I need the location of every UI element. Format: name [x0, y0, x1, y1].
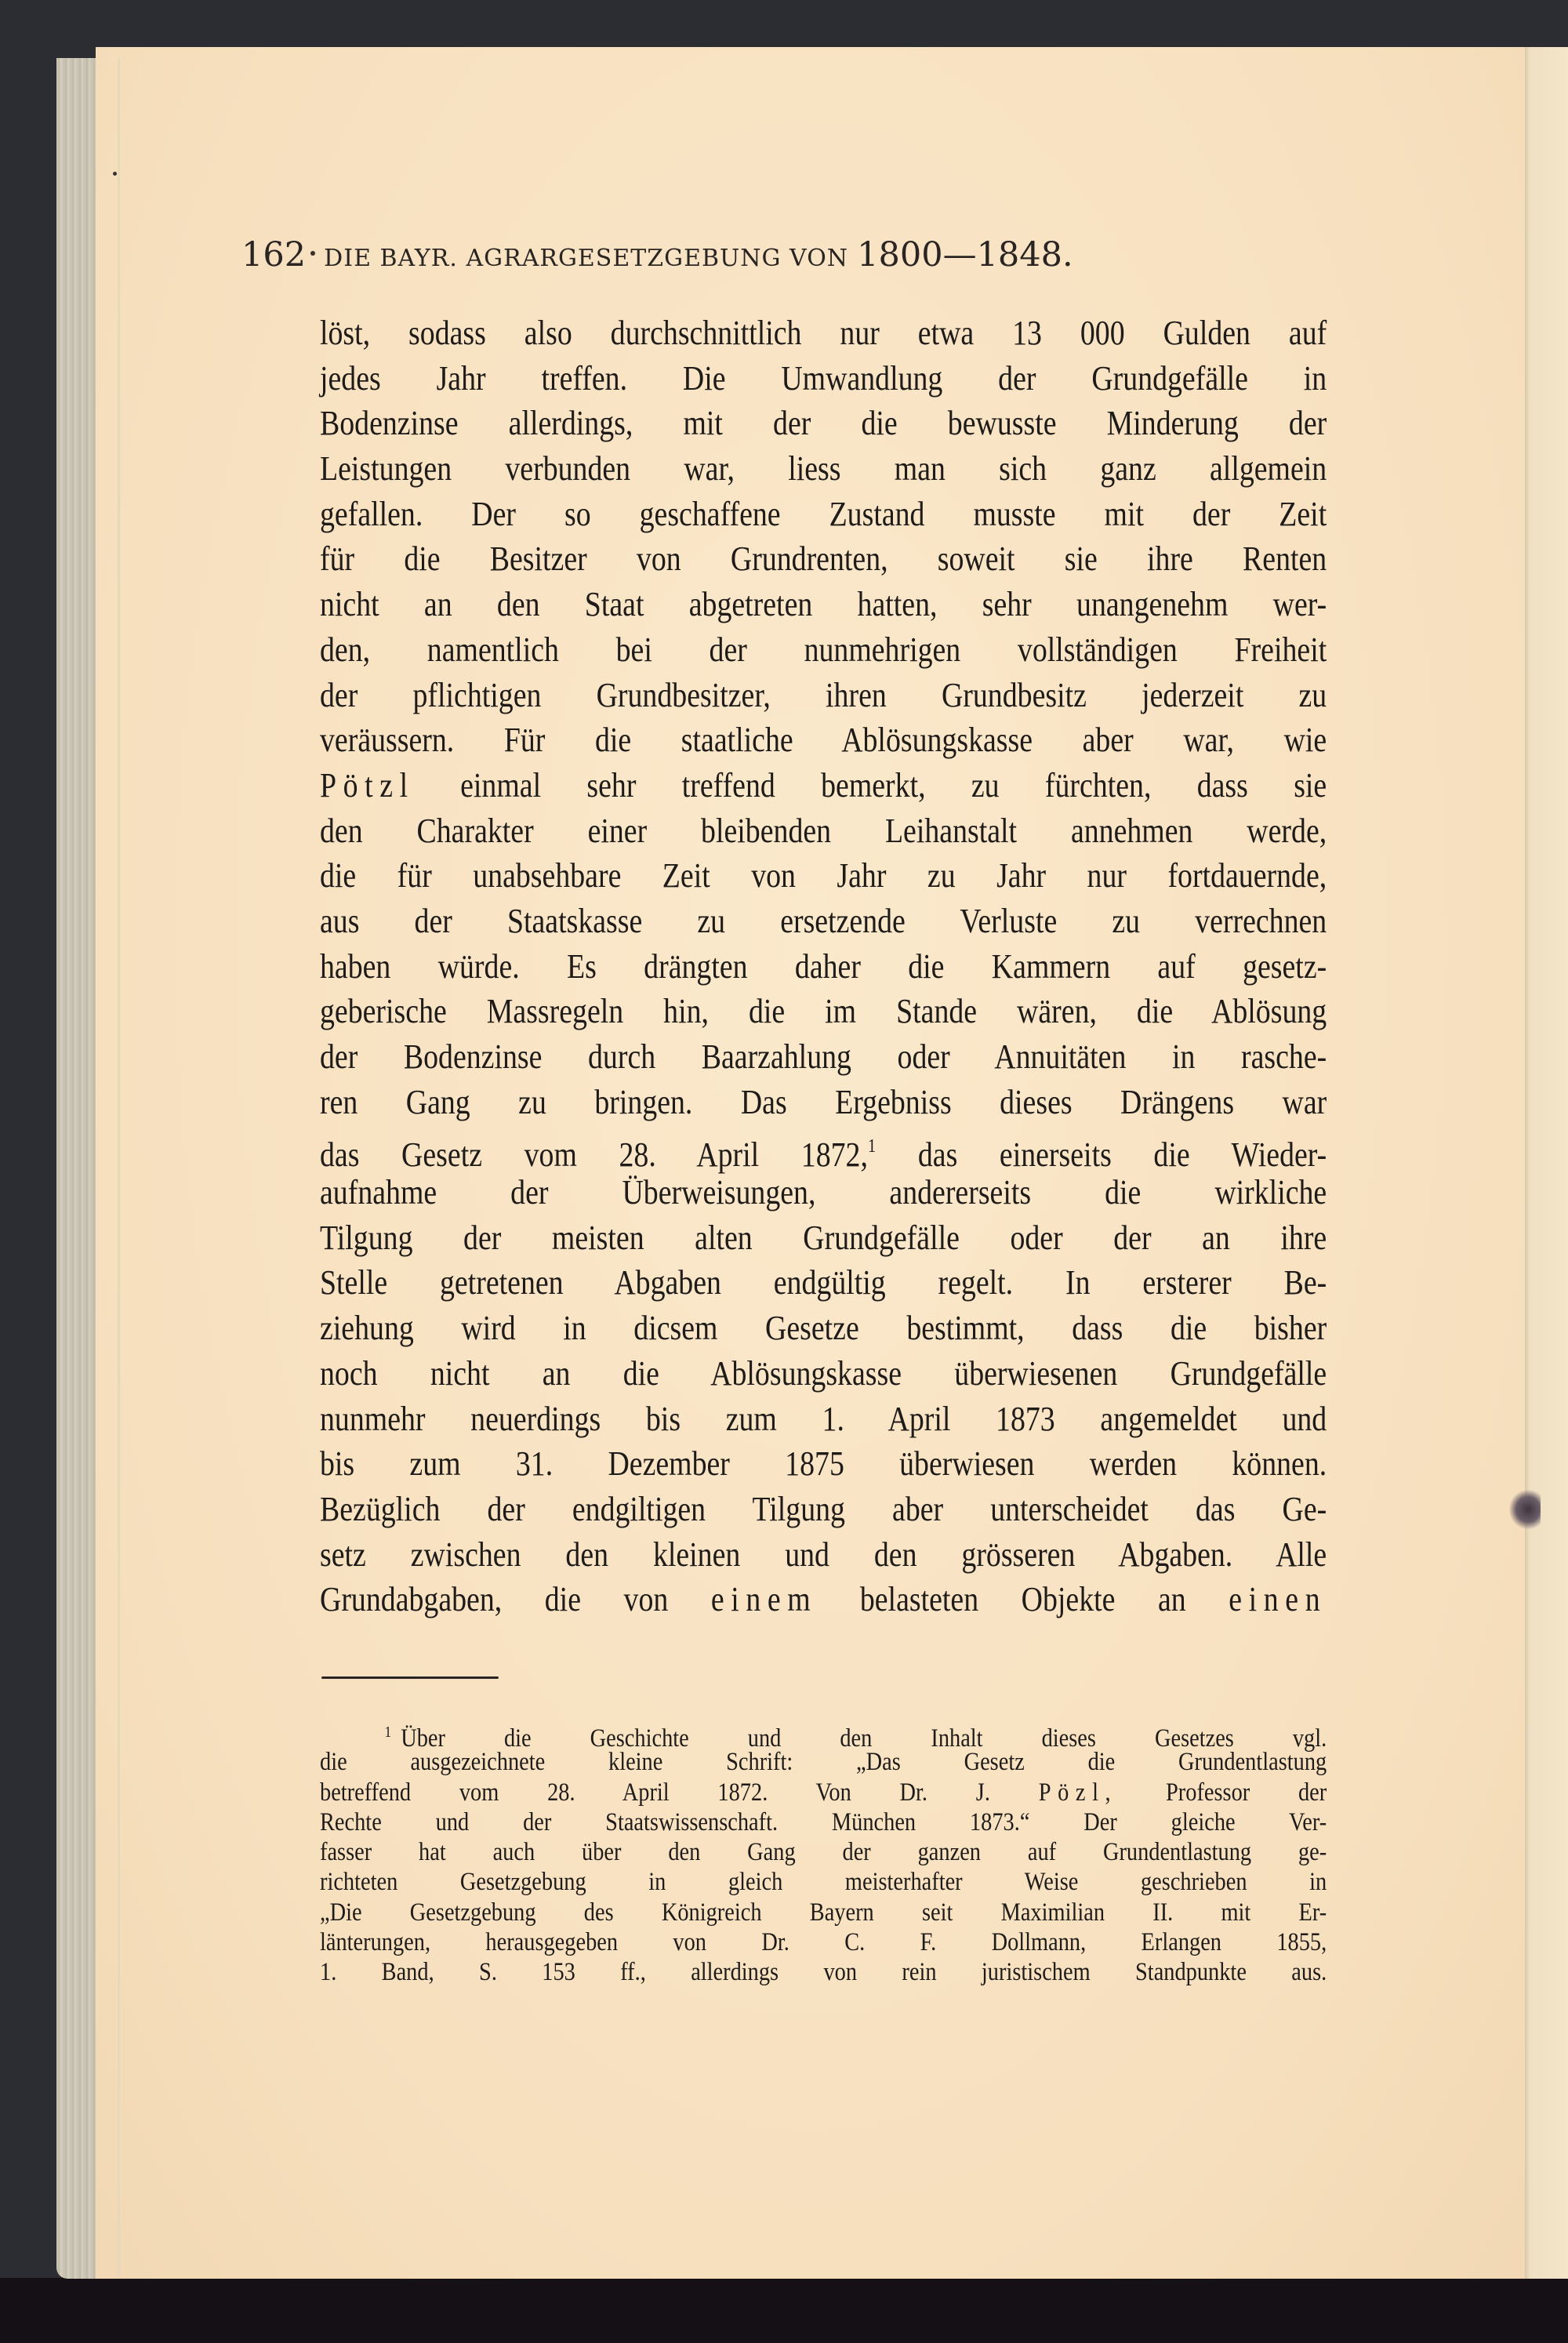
- text-line: setz zwischen den kleinen und den grösseren Abgaben. Alle: [320, 1535, 1327, 1574]
- text-line: haben würde. Es drängten daher die Kammern auf gesetz-: [320, 946, 1327, 986]
- spaced-word: einem: [710, 1580, 818, 1619]
- text-fragment: Professor der: [1166, 1778, 1327, 1807]
- text-line: den Charakter einer bleibenden Leihanstalt annehmen werde,: [320, 811, 1327, 850]
- next-page-fold: [1525, 47, 1568, 2279]
- text-line: aufnahme der Überweisungen, andererseits die wirkliche: [320, 1173, 1327, 1212]
- ink-speck: [113, 172, 117, 176]
- text-line: ren Gang zu bringen. Das Ergebniss dieses Drängens war: [320, 1082, 1327, 1121]
- text-fragment: Grundabgaben, die von: [320, 1580, 669, 1619]
- footnote-line: richteten Gesetzgebung in gleich meisterhafter Weise geschrieben in: [320, 1868, 1327, 1897]
- text-line: Leistungen verbunden war, liess man sich ganz allgemein: [320, 449, 1327, 489]
- text-fragment: das einerseits die Wieder-: [917, 1135, 1327, 1175]
- text-fragment: belasteten Objekte an: [859, 1580, 1186, 1619]
- text-line: nunmehr neuerdings bis zum 1. April 1873 angemeldet und: [320, 1399, 1327, 1438]
- text-line: bis zum 31. Dezember 1875 überwiesen werden können.: [320, 1444, 1327, 1484]
- spaced-word: einen: [1229, 1580, 1327, 1619]
- spaced-name-poetzl: Pötzl: [320, 765, 415, 805]
- gutter-line: [118, 58, 120, 2279]
- text-line: Tilgung der meisten alten Grundgefälle oder der an ihre: [320, 1218, 1327, 1257]
- text-line: der Bodenzinse durch Baarzahlung oder Annuitäten in rasche-: [320, 1037, 1327, 1076]
- footnote-line: 1. Band, S. 153 ff., allerdings von rein juristischem Standpunkte aus.: [320, 1958, 1327, 1987]
- text-line: Bodenzinse allerdings, mit der die bewusste Minderung der: [320, 404, 1327, 443]
- page-tear-mark: [1509, 1490, 1541, 1529]
- running-head: [241, 235, 1339, 282]
- text-line: gefallen. Der so geschaffene Zustand musste mit der Zeit: [320, 494, 1327, 533]
- spaced-name-poezl: Pözl,: [1038, 1778, 1118, 1807]
- page-number: 162: [241, 235, 307, 274]
- footnote-line: länterungen, herausgegeben von Dr. C. F. Dollmann, Erlangen 1855,: [320, 1928, 1327, 1957]
- text-line: jedes Jahr treffen. Die Umwandlung der Grundgefälle in: [320, 358, 1327, 398]
- body-text: [320, 311, 1327, 1622]
- text-fragment: einmal sehr treffend bemerkt, zu fürchten, dass sie: [460, 765, 1327, 805]
- text-line: [320, 763, 1327, 808]
- text-line: Stelle getretenen Abgaben endgültig regelt. In ersterer Be-: [320, 1263, 1327, 1302]
- text-line: der pflichtigen Grundbesitzer, ihren Grundbesitz jederzeit zu: [320, 675, 1327, 714]
- footnote-marker: 1: [384, 1724, 392, 1741]
- text-line: den, namentlich bei der nunmehrigen vollständigen Freiheit: [320, 630, 1327, 669]
- text-line: [320, 1124, 1327, 1175]
- text-line: nicht an den Staat abgetreten hatten, sehr unangenehm wer-: [320, 585, 1327, 624]
- text-fragment: Über die Geschichte und den Inhalt dieses Gesetzes vgl.: [401, 1724, 1327, 1753]
- running-title: DIE BAYR. AGRARGESETZGEBUNG VON: [324, 245, 849, 272]
- text-line: Bezüglich der endgiltigen Tilgung aber unterscheidet das Ge-: [320, 1489, 1327, 1528]
- text-line: geberische Massregeln hin, die im Stande wären, die Ablösung: [320, 992, 1327, 1031]
- footnote-line: [320, 1778, 1327, 1807]
- scan-background-bottom: [0, 2278, 1568, 2343]
- text-line: für die Besitzer von Grundrenten, soweit sie ihre Renten: [320, 539, 1327, 579]
- footnote-line: „Die Gesetzgebung des Königreich Bayern seit Maximilian II. mit Er-: [320, 1898, 1327, 1927]
- text-line: ziehung wird in dicsem Gesetze bestimmt, dass die bisher: [320, 1309, 1327, 1348]
- footnote-reference[interactable]: 1: [867, 1136, 877, 1157]
- footnote-line: die ausgezeichnete kleine Schrift: „Das Gesetz die Grundentlastung: [320, 1748, 1327, 1777]
- text-line: [320, 1577, 1327, 1622]
- footnote-rule: [321, 1676, 499, 1679]
- footnote-line: [320, 1717, 1327, 1753]
- text-fragment: das Gesetz vom 28. April 1872,: [320, 1135, 868, 1175]
- text-line: aus der Staatskasse zu ersetzende Verluste zu verrechnen: [320, 901, 1327, 940]
- footnote-line: Rechte und der Staatswissenschaft. München 1873.“ Der gleiche Ver-: [320, 1807, 1327, 1836]
- text-fragment: betreffend vom 28. April 1872. Von Dr. J.: [320, 1778, 990, 1807]
- text-line: veräussern. Für die staatliche Ablösungskasse aber war, wie: [320, 721, 1327, 760]
- footnote: [320, 1717, 1327, 1988]
- running-years: 1800—1848.: [857, 235, 1073, 274]
- text-line: die für unabsehbare Zeit von Jahr zu Jahr nur fortdauernde,: [320, 856, 1327, 895]
- footnote-line: fasser hat auch über den Gang der ganzen auf Grundentlastung ge-: [320, 1838, 1327, 1867]
- text-line: löst, sodass also durchschnittlich nur etwa 13 000 Gulden auf: [320, 314, 1327, 352]
- text-line: noch nicht an die Ablösungskasse überwiesenen Grundgefälle: [320, 1353, 1327, 1393]
